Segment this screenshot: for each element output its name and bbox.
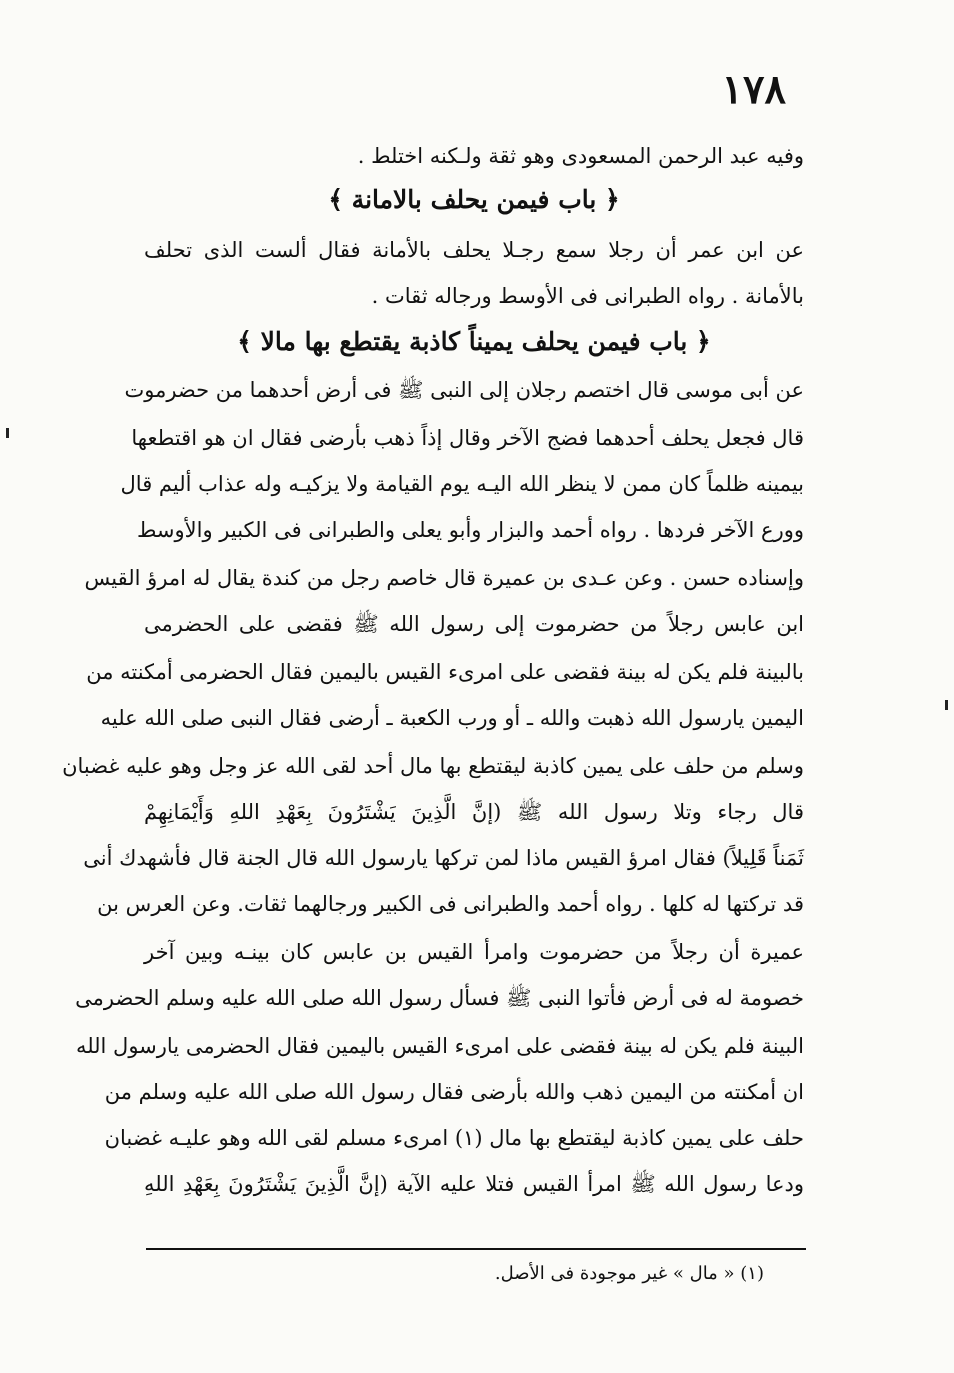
text-line: اليمين يارسول الله ذهبت والله ـ أو ورب الكعبة ـ أرضى فقال النبى صلى الله عليه xyxy=(100,706,804,730)
text-line: وفيه عبد الرحمن المسعودى وهو ثقة ولـكنه اختلط . xyxy=(357,144,804,168)
footnote-divider xyxy=(146,1248,806,1250)
text-line: خصومة له فى أرض فأتوا النبى ﷺ فسأل رسول الله صلى الله عليه وسلم الحضرمى xyxy=(75,986,804,1010)
text-line: البينة فلم يكن له بينة فقضى على امرىء القيس باليمين فقال الحضرمى يارسول الله xyxy=(75,1034,804,1058)
text-line: ابن عابس رجلاً من حضرموت إلى رسول الله ﷺ فقضى على الحضرمى xyxy=(144,612,804,636)
text-line: قال رجاء وتلا رسول الله ﷺ (إنَّ الَّذِينَ يَشْتَرُونَ بِعَهْدِ اللهِ وَأَيْمَانِهِمْ xyxy=(144,800,804,824)
text-line: وإسناده حسن . وعن عـدى بن عميرة قال خاصم رجل من كندة يقال له امرؤ القيس xyxy=(84,566,804,590)
section-heading: ﴿ باب فيمن يحلف بالامانة ﴾ xyxy=(328,185,620,214)
text-line: عن ابن عمر أن رجلا سمع رجـلا يحلف بالأمانة فقال ألست الذى تحلف xyxy=(144,238,804,262)
text-line: عميرة أن رجلاً من حضرموت وامرأ القيس بن عابس كان بينـه وبين آخر xyxy=(144,940,804,964)
text-line: ثَمَناً قَلِيلاً) فقال امرؤ القيس ماذا لمن تركها يارسول الله قال الجنة قال فأشهدك أنى xyxy=(83,846,804,870)
text-line: بالأمانة . رواه الطبرانى فى الأوسط ورجاله ثقات . xyxy=(371,284,804,308)
text-line: بالبينة فلم يكن له بينة فقضى على امرىء القيس باليمين فقال الحضرمى أمكنته من xyxy=(86,660,804,684)
text-line: ودعا رسول الله ﷺ امرأ القيس فتلا عليه الآية (إنَّ الَّذِينَ يَشْتَرُونَ بِعَهْدِ اللهِ xyxy=(144,1172,804,1196)
text-line: ان أمكنته من اليمين ذهب والله بأرضى فقال رسول الله صلى الله عليه وسلم من xyxy=(104,1080,804,1104)
text-line: قال فجعل يحلف أحدهما فضج الآخر وقال إذاً ذهب بأرضى فقال ان هو اقتطعها xyxy=(131,426,804,450)
text-line: وورع الآخر فردها . رواه أحمد والبزار وأبو يعلى والطبرانى فى الكبير والأوسط xyxy=(137,518,804,542)
text-line: قد تركتها له كلها . رواه أحمد والطبرانى فى الكبير ورجالهما ثقات. وعن العرس بن xyxy=(97,892,804,916)
text-line: عن أبى موسى قال اختصم رجلان إلى النبى ﷺ فى أرض أحدهما من حضرموت xyxy=(124,378,804,402)
page-number: ١٧٨ xyxy=(721,66,786,113)
footnote: (١) « مال » غير موجودة فى الأصل. xyxy=(494,1263,764,1284)
section-heading: ﴿ باب فيمن يحلف يميناً كاذبة يقتطع بها مالا ﴾ xyxy=(237,327,711,356)
scan-mark-left xyxy=(6,428,9,438)
scan-mark-right xyxy=(945,700,948,710)
text-line: وسلم من حلف على يمين كاذبة ليقتطع بها مال أحد لقى الله عز وجل وهو عليه غضبان xyxy=(62,754,804,778)
text-line: بيمينه ظلماً كان ممن لا ينظر الله اليـه يوم القيامة ولا يزكيـه وله عذاب أليم قال xyxy=(120,472,804,496)
text-line: حلف على يمين كاذبة ليقتطع بها مال (١) امرىء مسلم لقى الله وهو عليـه غضبان xyxy=(104,1126,804,1150)
